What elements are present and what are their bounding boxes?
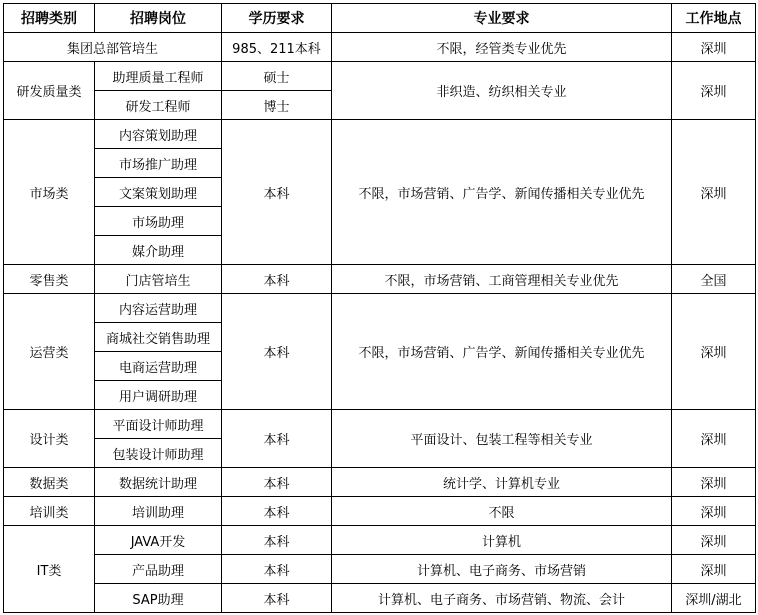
location-cell: 深圳 xyxy=(672,120,756,265)
location-cell: 深圳 xyxy=(672,497,756,526)
table-row xyxy=(4,555,756,584)
education-cell: 本科 xyxy=(222,265,332,294)
major-cell: 不限，市场营销、工商管理相关专业优先 xyxy=(332,265,672,294)
major-cell: 非织造、纺织相关专业 xyxy=(332,62,672,120)
position-cell: 媒介助理 xyxy=(95,236,222,265)
table-row xyxy=(4,294,756,323)
education-cell: 硕士 xyxy=(222,62,332,91)
category-cell: 运营类 xyxy=(4,294,95,410)
education-cell: 本科 xyxy=(222,497,332,526)
major-cell: 计算机、电子商务、市场营销、物流、会计 xyxy=(332,584,672,613)
recruitment-table-wrapper xyxy=(3,3,756,613)
position-cell: 门店管培生 xyxy=(95,265,222,294)
position-cell: 内容策划助理 xyxy=(95,120,222,149)
position-cell: 产品助理 xyxy=(95,555,222,584)
position-cell: 用户调研助理 xyxy=(95,381,222,410)
major-cell: 不限，经管类专业优先 xyxy=(332,33,672,62)
location-cell: 深圳 xyxy=(672,526,756,555)
position-cell: 市场助理 xyxy=(95,207,222,236)
major-cell: 计算机、电子商务、市场营销 xyxy=(332,555,672,584)
table-row xyxy=(4,584,756,613)
position-cell: 文案策划助理 xyxy=(95,178,222,207)
location-cell: 深圳 xyxy=(672,33,756,62)
recruitment-table xyxy=(3,3,756,613)
table-row xyxy=(4,468,756,497)
education-cell: 985、211本科 xyxy=(222,33,332,62)
position-cell: 商城社交销售助理 xyxy=(95,323,222,352)
position-cell: 电商运营助理 xyxy=(95,352,222,381)
education-cell: 本科 xyxy=(222,468,332,497)
table-row xyxy=(4,120,756,149)
location-cell: 深圳/湖北 xyxy=(672,584,756,613)
location-cell: 深圳 xyxy=(672,294,756,410)
table-row xyxy=(4,265,756,294)
major-cell: 不限，市场营销、广告学、新闻传播相关专业优先 xyxy=(332,294,672,410)
header-education: 学历要求 xyxy=(222,4,332,33)
major-cell: 统计学、计算机专业 xyxy=(332,468,672,497)
position-cell: 培训助理 xyxy=(95,497,222,526)
position-cell: 市场推广助理 xyxy=(95,149,222,178)
header-position: 招聘岗位 xyxy=(95,4,222,33)
category-cell: 研发质量类 xyxy=(4,62,95,120)
table-row xyxy=(4,497,756,526)
category-cell: 数据类 xyxy=(4,468,95,497)
category-cell: IT类 xyxy=(4,526,95,613)
location-cell: 深圳 xyxy=(672,410,756,468)
location-cell: 深圳 xyxy=(672,555,756,584)
category-cell: 设计类 xyxy=(4,410,95,468)
position-cell: 助理质量工程师 xyxy=(95,62,222,91)
education-cell: 本科 xyxy=(222,584,332,613)
table-header-row xyxy=(4,4,756,33)
table-row xyxy=(4,62,756,91)
location-cell: 深圳 xyxy=(672,468,756,497)
education-cell: 本科 xyxy=(222,555,332,584)
table-row xyxy=(4,410,756,439)
header-location: 工作地点 xyxy=(672,4,756,33)
position-cell: SAP助理 xyxy=(95,584,222,613)
position-cell: 包装设计师助理 xyxy=(95,439,222,468)
education-cell: 本科 xyxy=(222,120,332,265)
position-cell: 数据统计助理 xyxy=(95,468,222,497)
education-cell: 本科 xyxy=(222,294,332,410)
position-cell: JAVA开发 xyxy=(95,526,222,555)
table-row xyxy=(4,526,756,555)
position-cell: 平面设计师助理 xyxy=(95,410,222,439)
category-cell: 培训类 xyxy=(4,497,95,526)
major-cell: 计算机 xyxy=(332,526,672,555)
major-cell: 不限，市场营销、广告学、新闻传播相关专业优先 xyxy=(332,120,672,265)
position-cell: 研发工程师 xyxy=(95,91,222,120)
category-cell: 市场类 xyxy=(4,120,95,265)
education-cell: 本科 xyxy=(222,410,332,468)
major-cell: 不限 xyxy=(332,497,672,526)
education-cell: 本科 xyxy=(222,526,332,555)
location-cell: 深圳 xyxy=(672,62,756,120)
header-major: 专业要求 xyxy=(332,4,672,33)
position-cell: 内容运营助理 xyxy=(95,294,222,323)
education-cell: 博士 xyxy=(222,91,332,120)
category-cell: 零售类 xyxy=(4,265,95,294)
position-cell: 集团总部管培生 xyxy=(4,33,222,62)
major-cell: 平面设计、包装工程等相关专业 xyxy=(332,410,672,468)
location-cell: 全国 xyxy=(672,265,756,294)
table-row xyxy=(4,33,756,62)
header-category: 招聘类别 xyxy=(4,4,95,33)
